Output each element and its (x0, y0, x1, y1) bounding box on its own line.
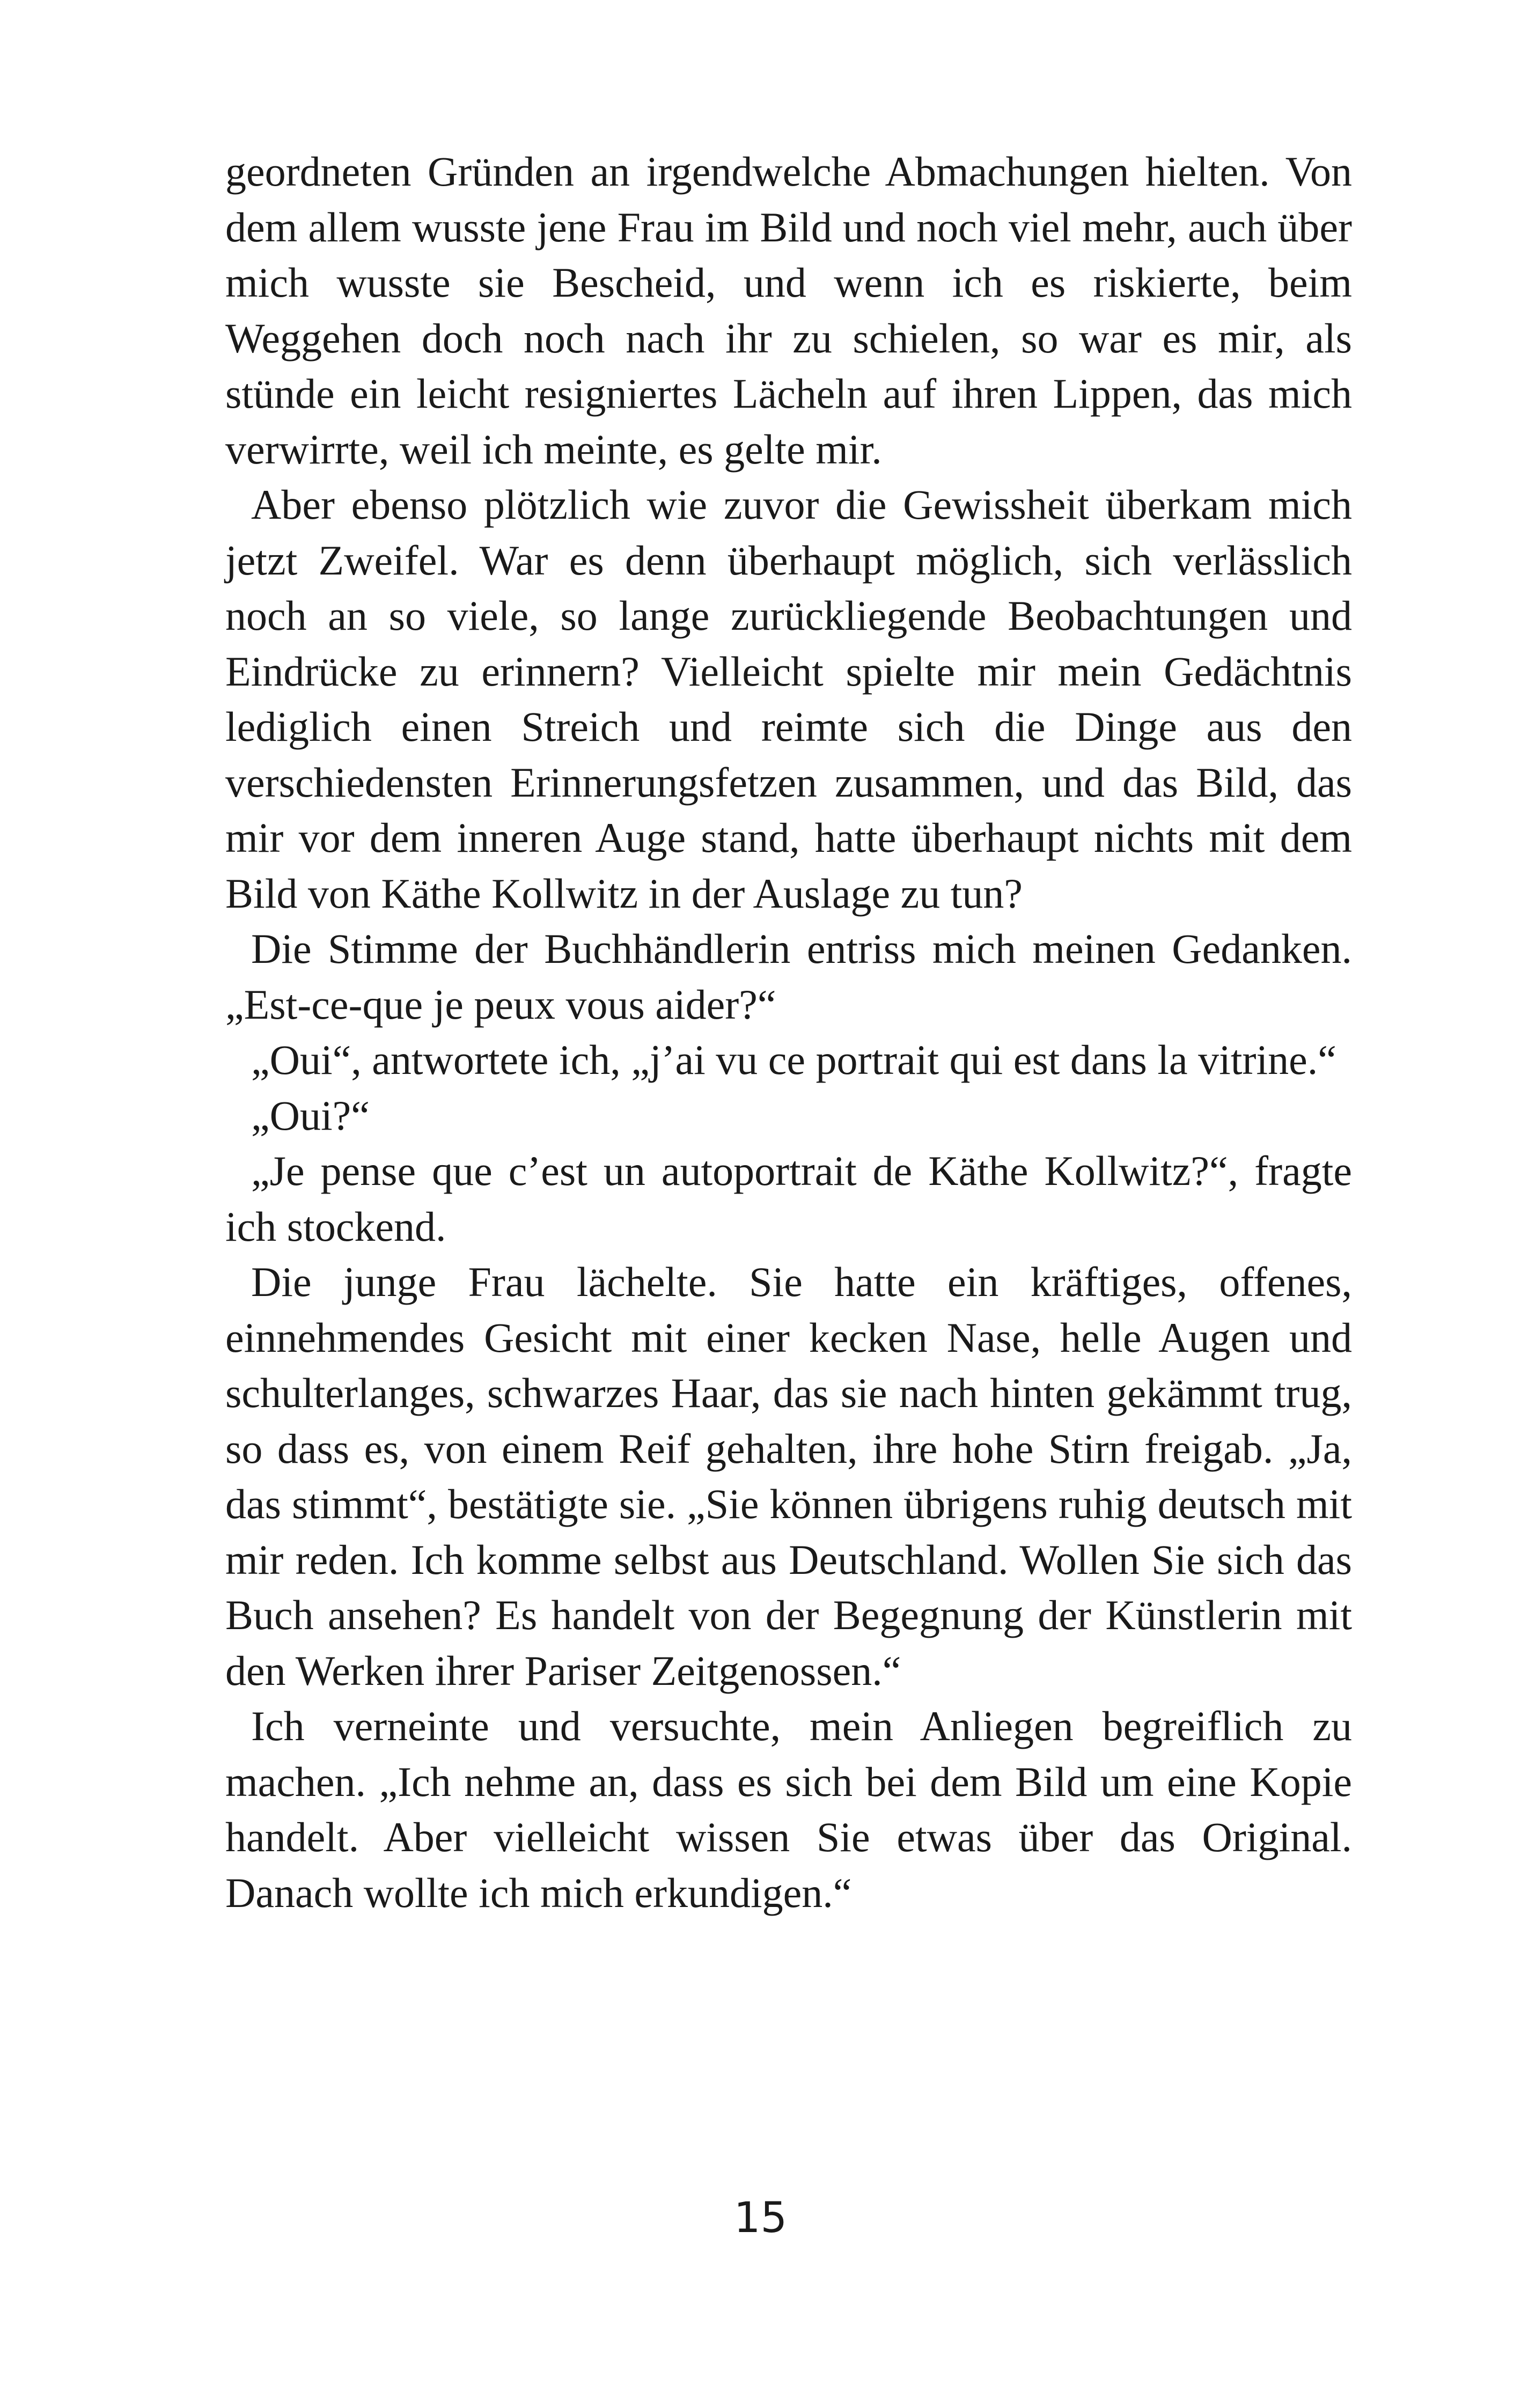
body-text (225, 144, 1352, 1920)
paragraph-1: geordneten Gründen an irgendwelche Abmachungen hielten. Von dem allem wusste jene Frau im Bild und noch viel mehr, auch über mich wusste sie Bescheid, und wenn ich es riskierte, beim Weggehen doch noch nach ihr zu schielen, so war es mir, als stünde ein leicht resigniertes Lächeln auf ihren Lippen, das mich verwirrte, weil ich meinte, es gelte mir. (225, 148, 1352, 473)
paragraph-5: „Oui?“ (251, 1092, 370, 1139)
paragraph-4: „Oui“, antwortete ich, „j’ai vu ce portrait qui est dans la vitrine.“ (251, 1036, 1336, 1083)
paragraph-8: Ich verneinte und versuchte, mein Anliegen begreiflich zu machen. „Ich nehme an, dass es sich bei dem Bild um eine Kopie handelt. Aber vielleicht wissen Sie etwas über das Original. Danach wollte ich mich erkundigen.“ (225, 1703, 1352, 1916)
paragraph-3: Die Stimme der Buchhändlerin entriss mich meinen Gedanken. „Est-ce-que je peux vous aider?“ (225, 925, 1352, 1028)
page-number: 15 (733, 2194, 788, 2242)
paragraph-6: „Je pense que c’est un autoportrait de Käthe Kollwitz?“, fragte ich stockend. (225, 1147, 1352, 1250)
paragraph-7: Die junge Frau lächelte. Sie hatte ein kräftiges, offenes, einnehmendes Gesicht mit einer kecken Nase, helle Augen und schulterlanges, schwarzes Haar, das sie nach hinten gekämmt trug, so dass es, von einem Reif gehalten, ihre hohe Stirn freigab. „Ja, das stimmt“, bestätigte sie. „Sie können übrigens ruhig deutsch mit mir reden. Ich komme selbst aus Deutschland. Wollen Sie sich das Buch ansehen? Es handelt von der Begegnung der Künstlerin mit den Werken ihrer Pariser Zeitgenossen.“ (225, 1258, 1352, 1694)
paragraph-2: Aber ebenso plötzlich wie zuvor die Gewissheit überkam mich jetzt Zweifel. War es denn überhaupt möglich, sich verlässlich noch an so viele, so lange zurückliegende Beobachtungen und Eindrücke zu erinnern? Vielleicht spielte mir mein Gedächtnis lediglich einen Streich und reimte sich die Dinge aus den verschiedensten Erinnerungsfetzen zusammen, und das Bild, das mir vor dem inneren Auge stand, hatte überhaupt nichts mit dem Bild von Käthe Kollwitz in der Auslage zu tun? (225, 481, 1352, 917)
